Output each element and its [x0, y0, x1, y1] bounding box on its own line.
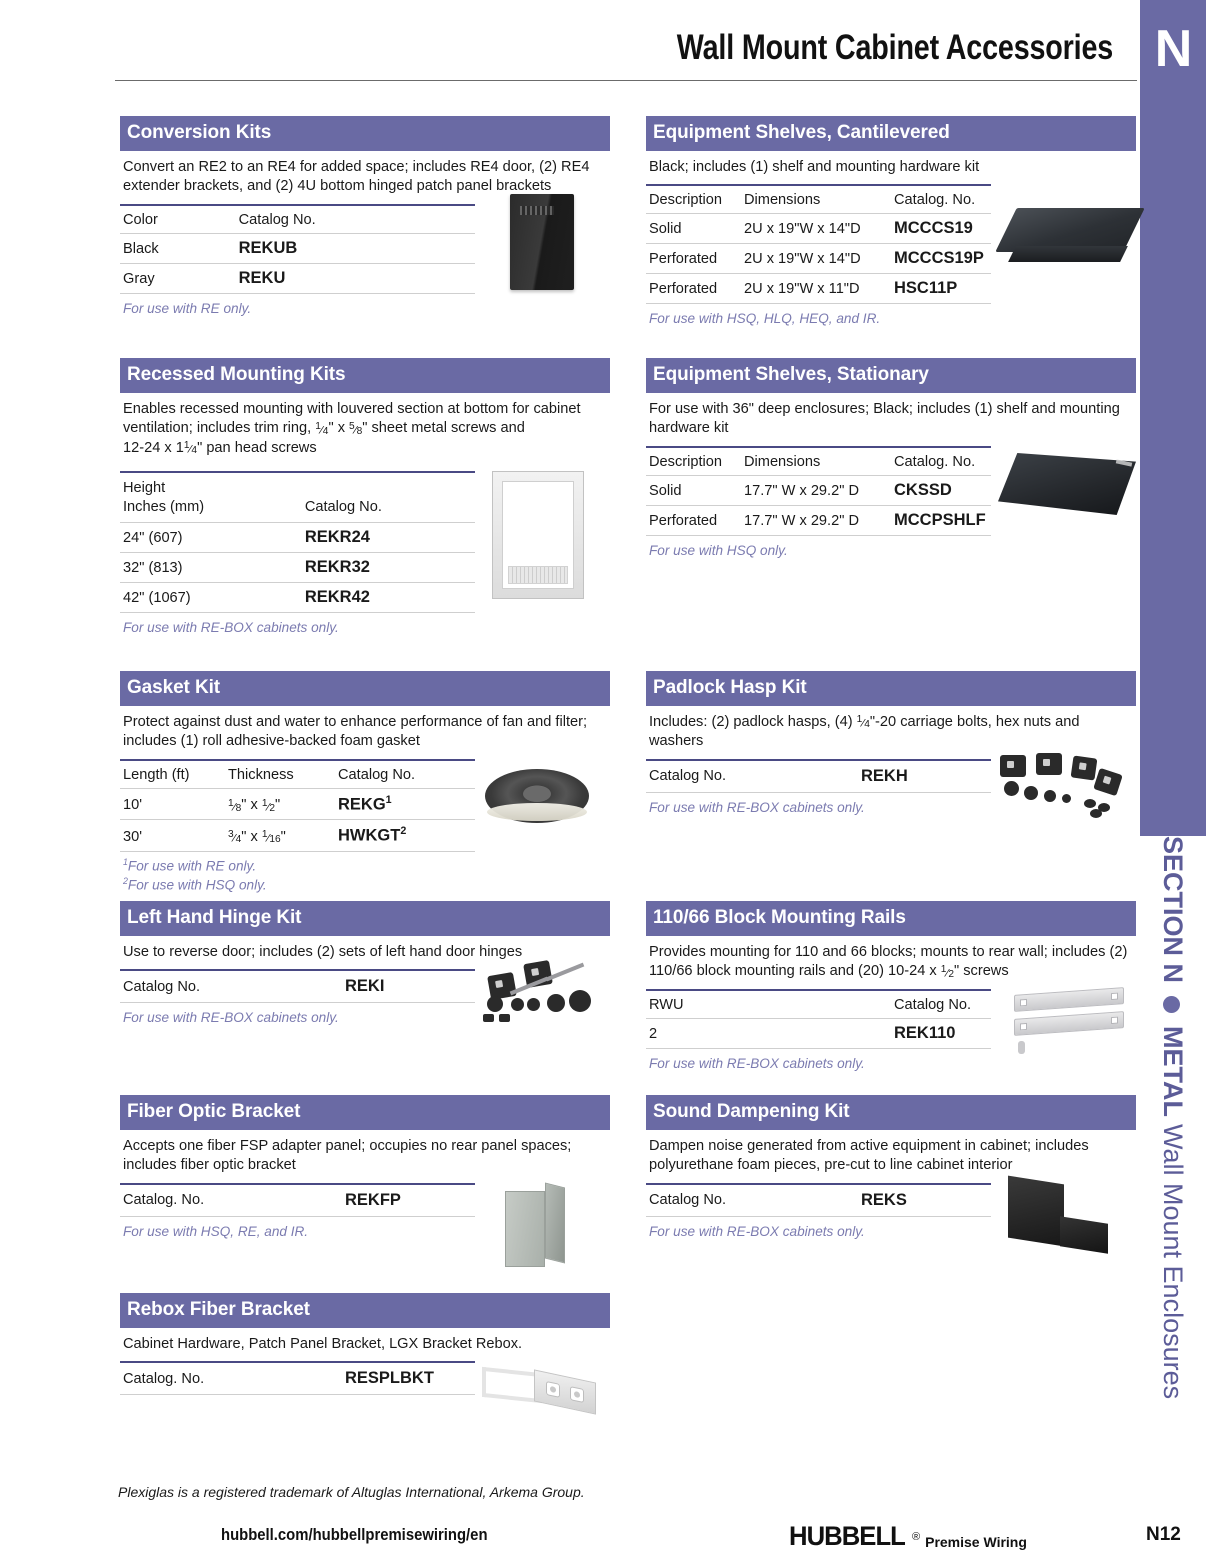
column-header-catalog: Catalog. No.	[891, 447, 991, 476]
header-divider	[115, 80, 1137, 81]
table-row	[120, 820, 475, 852]
brand-name: HUBBELL	[789, 1521, 905, 1551]
cell-rwu: 2	[646, 1018, 891, 1048]
column-header-rwu: RWU	[646, 990, 891, 1019]
cell-catalog: MCCPSHLF	[891, 505, 991, 535]
cell-catalog: MCCCS19P	[891, 244, 991, 274]
cell-catalog: REKR42	[302, 583, 475, 613]
sound-foam-photo	[1008, 1180, 1113, 1258]
section-sound-dampening-kit	[646, 1095, 1136, 1240]
section-equipment-shelves-stationary	[646, 358, 1136, 559]
cell-catalog: REK110	[891, 1018, 991, 1048]
table-row	[120, 788, 475, 820]
cell-thickness: $^1$⁄8" x $^1$⁄2"	[225, 788, 335, 820]
stationary-shelf-photo	[998, 453, 1136, 515]
table-row	[120, 583, 475, 613]
cantilever-shelf-photo	[1006, 202, 1134, 276]
side-tab-metal-label: METAL	[1158, 1026, 1189, 1117]
product-table	[120, 204, 475, 294]
table-row	[646, 274, 991, 304]
column-header-catalog: Catalog No.	[891, 990, 991, 1019]
cell-catalog: MCCCS19	[891, 214, 991, 244]
cell-height: 24" (607)	[120, 523, 302, 553]
rebox-bracket-photo	[482, 1366, 600, 1426]
table-row	[646, 244, 991, 274]
section-note: For use with RE-BOX cabinets only.	[123, 1010, 339, 1026]
table-row	[120, 553, 475, 583]
section-note: For use with HSQ only.	[649, 542, 788, 558]
section-title: Recessed Mounting Kits	[120, 358, 610, 393]
section-title: Left Hand Hinge Kit	[120, 901, 610, 936]
cell-catalog: HSC11P	[891, 274, 991, 304]
section-title: Fiber Optic Bracket	[120, 1095, 610, 1130]
catalog-value: REKI	[345, 970, 475, 1003]
cell-height: 42" (1067)	[120, 583, 302, 613]
section-description: For use with 36" deep enclosures; Black; includes (1) shelf and mounting hardware kit	[649, 400, 1120, 437]
section-rebox-fiber-bracket	[120, 1293, 610, 1395]
column-header-height: Height Inches (mm)	[120, 472, 302, 522]
cell-catalog: REKU	[236, 263, 475, 293]
cabinet-photo	[510, 194, 574, 290]
cell-dimensions: 17.7" W x 29.2" D	[741, 505, 891, 535]
section-title: Equipment Shelves, Cantilevered	[646, 116, 1136, 151]
section-description: Use to reverse door; includes (2) sets of left hand door hinges	[123, 943, 523, 960]
column-header-color: Color	[120, 205, 236, 234]
section-recessed-mounting-kits	[120, 358, 610, 637]
catalog-table	[120, 969, 475, 1003]
catalog-label: Catalog No.	[120, 970, 345, 1003]
cell-height: 32" (813)	[120, 553, 302, 583]
cell-description: Perforated	[646, 244, 741, 274]
section-description: Cabinet Hardware, Patch Panel Bracket, LGX Bracket Rebox.	[123, 1335, 523, 1352]
gasket-roll-photo	[485, 769, 589, 823]
section-title: Sound Dampening Kit	[646, 1095, 1136, 1130]
section-description: Includes: (2) padlock hasps, (4) $^1$⁄4"-20 carriage bolts, hex nuts and washers	[649, 713, 1080, 750]
cell-catalog: REKR32	[302, 553, 475, 583]
section-note: For use with RE-BOX cabinets only.	[649, 1055, 865, 1071]
column-header-dimensions: Dimensions	[741, 447, 891, 476]
side-tab-bar	[1140, 98, 1206, 836]
section-letter: N	[1154, 20, 1192, 78]
table-row	[646, 760, 991, 793]
section-conversion-kits	[120, 116, 610, 317]
cell-catalog: REKUB	[236, 233, 475, 263]
catalog-table	[120, 1361, 475, 1395]
section-title: Rebox Fiber Bracket	[120, 1293, 610, 1328]
table-row	[120, 970, 475, 1003]
cell-catalog: CKSSD	[891, 475, 991, 505]
column-header-dimensions: Dimensions	[741, 185, 891, 214]
side-tab-text-area	[1140, 836, 1206, 1496]
hubbell-logo	[789, 1521, 1027, 1552]
section-equipment-shelves-cantilevered	[646, 116, 1136, 328]
column-header-thickness: Thickness	[225, 760, 335, 789]
cell-length: 10'	[120, 788, 225, 820]
cell-dimensions: 2U x 19"W x 14"D	[741, 244, 891, 274]
section-note: For use with RE-BOX cabinets only.	[123, 620, 339, 636]
section-title: Gasket Kit	[120, 671, 610, 706]
section-description: Enables recessed mounting with louvered section at bottom for cabinet ventilation; includes trim ring, $^1$⁄4" x $^5$⁄8" sheet metal screws and 12-24 x $1^1⁄4$" pan head screws	[123, 400, 581, 457]
column-header-catalog: Catalog No.	[236, 205, 475, 234]
table-row	[120, 233, 475, 263]
section-description: Black; includes (1) shelf and mounting hardware kit	[649, 158, 980, 175]
table-row	[646, 214, 991, 244]
cell-catalog: REKR24	[302, 523, 475, 553]
hasp-parts-photo	[998, 753, 1128, 823]
section-title: Conversion Kits	[120, 116, 610, 151]
section-side-tab	[1140, 0, 1206, 1566]
hinge-parts-photo	[477, 956, 607, 1026]
brand-subtitle: Premise Wiring	[925, 1534, 1027, 1550]
cell-color: Gray	[120, 263, 236, 293]
section-description: Dampen noise generated from active equipment in cabinet; includes polyurethane foam pieces, pre-cut to line cabinet interior	[649, 1137, 1089, 1174]
cell-color: Black	[120, 233, 236, 263]
bullet-dot-icon	[1164, 996, 1181, 1013]
section-description: Convert an RE2 to an RE4 for added space; includes RE4 door, (2) RE4 extender brackets, and (2) 4U bottom hinged patch panel brackets	[123, 158, 590, 195]
section-padlock-hasp-kit	[646, 671, 1136, 816]
mounting-rails-photo	[1014, 989, 1124, 1049]
section-notes	[120, 852, 610, 895]
column-header-catalog: Catalog No.	[302, 472, 475, 522]
side-tab-section-label: SECTION N	[1158, 836, 1189, 984]
section-note: For use with HSQ, RE, and IR.	[123, 1223, 309, 1239]
section-note: For use with RE only.	[123, 300, 252, 316]
table-row	[646, 505, 991, 535]
catalog-value: REKFP	[345, 1184, 475, 1217]
catalog-label: Catalog. No.	[120, 1362, 345, 1395]
trademark-notice: Plexiglas is a registered trademark of Altuglas International, Arkema Group.	[118, 1484, 585, 1500]
cell-catalog: REKG$^1$	[335, 788, 475, 820]
cell-description: Perforated	[646, 505, 741, 535]
column-header-length: Length (ft)	[120, 760, 225, 789]
column-header-description: Description	[646, 447, 741, 476]
product-table	[120, 759, 475, 852]
cell-length: 30'	[120, 820, 225, 852]
cell-dimensions: 17.7" W x 29.2" D	[741, 475, 891, 505]
section-note: For use with RE-BOX cabinets only.	[649, 1223, 865, 1239]
section-letter-badge	[1140, 0, 1206, 98]
product-table	[646, 446, 991, 536]
cell-dimensions: 2U x 19"W x 11"D	[741, 274, 891, 304]
table-row	[120, 523, 475, 553]
cell-thickness: $^3$⁄4" x $^1$⁄16"	[225, 820, 335, 852]
table-row	[120, 263, 475, 293]
table-row	[120, 1362, 475, 1395]
footer-url[interactable]: hubbell.com/hubbellpremisewiring/en	[221, 1526, 488, 1544]
table-row	[646, 1184, 991, 1217]
section-description: Accepts one fiber FSP adapter panel; occupies no rear panel spaces; includes fiber optic bracket	[123, 1137, 572, 1174]
catalog-value: REKH	[861, 760, 991, 793]
product-table	[646, 184, 991, 304]
section-description: Provides mounting for 110 and 66 blocks; mounts to rear wall; includes (2) 110/66 block mounting rails and (20) 10-24 x $^1$⁄2" screws	[649, 943, 1128, 980]
cell-catalog: HWKGT$^2$	[335, 820, 475, 852]
section-left-hand-hinge-kit	[120, 901, 610, 1027]
page-title: Wall Mount Cabinet Accessories	[676, 28, 1113, 67]
cell-description: Solid	[646, 475, 741, 505]
catalog-value: RESPLBKT	[345, 1362, 475, 1395]
section-block-mounting-rails	[646, 901, 1136, 1072]
product-table	[120, 471, 475, 613]
catalog-value: REKS	[861, 1184, 991, 1217]
footnote-2: $^2$For use with HSQ only.	[123, 875, 267, 893]
fiber-bracket-photo	[505, 1185, 567, 1267]
table-row	[120, 1184, 475, 1217]
section-note: For use with RE-BOX cabinets only.	[649, 799, 865, 815]
cell-dimensions: 2U x 19"W x 14"D	[741, 214, 891, 244]
cell-description: Perforated	[646, 274, 741, 304]
side-tab-category-label: Wall Mount Enclosures	[1158, 1124, 1189, 1400]
section-title: 110/66 Block Mounting Rails	[646, 901, 1136, 936]
catalog-label: Catalog. No.	[120, 1184, 345, 1217]
product-table	[646, 989, 991, 1049]
section-fiber-optic-bracket	[120, 1095, 610, 1240]
footnote-1: $^1$For use with RE only.	[123, 856, 257, 874]
table-row	[646, 475, 991, 505]
table-row	[646, 1018, 991, 1048]
registered-mark-icon: ®	[912, 1531, 921, 1543]
page-number: N12	[1146, 1524, 1181, 1545]
catalog-table	[646, 1183, 991, 1217]
catalog-label: Catalog No.	[646, 1184, 861, 1217]
section-gasket-kit	[120, 671, 610, 895]
catalog-table	[646, 759, 991, 793]
cell-description: Solid	[646, 214, 741, 244]
trim-ring-photo	[492, 471, 584, 599]
section-title: Padlock Hasp Kit	[646, 671, 1136, 706]
column-header-description: Description	[646, 185, 741, 214]
section-note: For use with HSQ, HLQ, HEQ, and IR.	[649, 311, 881, 327]
column-header-catalog: Catalog. No.	[891, 185, 991, 214]
column-header-catalog: Catalog No.	[335, 760, 475, 789]
section-description: Protect against dust and water to enhance performance of fan and filter; includes (1) roll adhesive-backed foam gasket	[123, 713, 588, 750]
catalog-table	[120, 1183, 475, 1217]
section-title: Equipment Shelves, Stationary	[646, 358, 1136, 393]
catalog-label: Catalog No.	[646, 760, 861, 793]
